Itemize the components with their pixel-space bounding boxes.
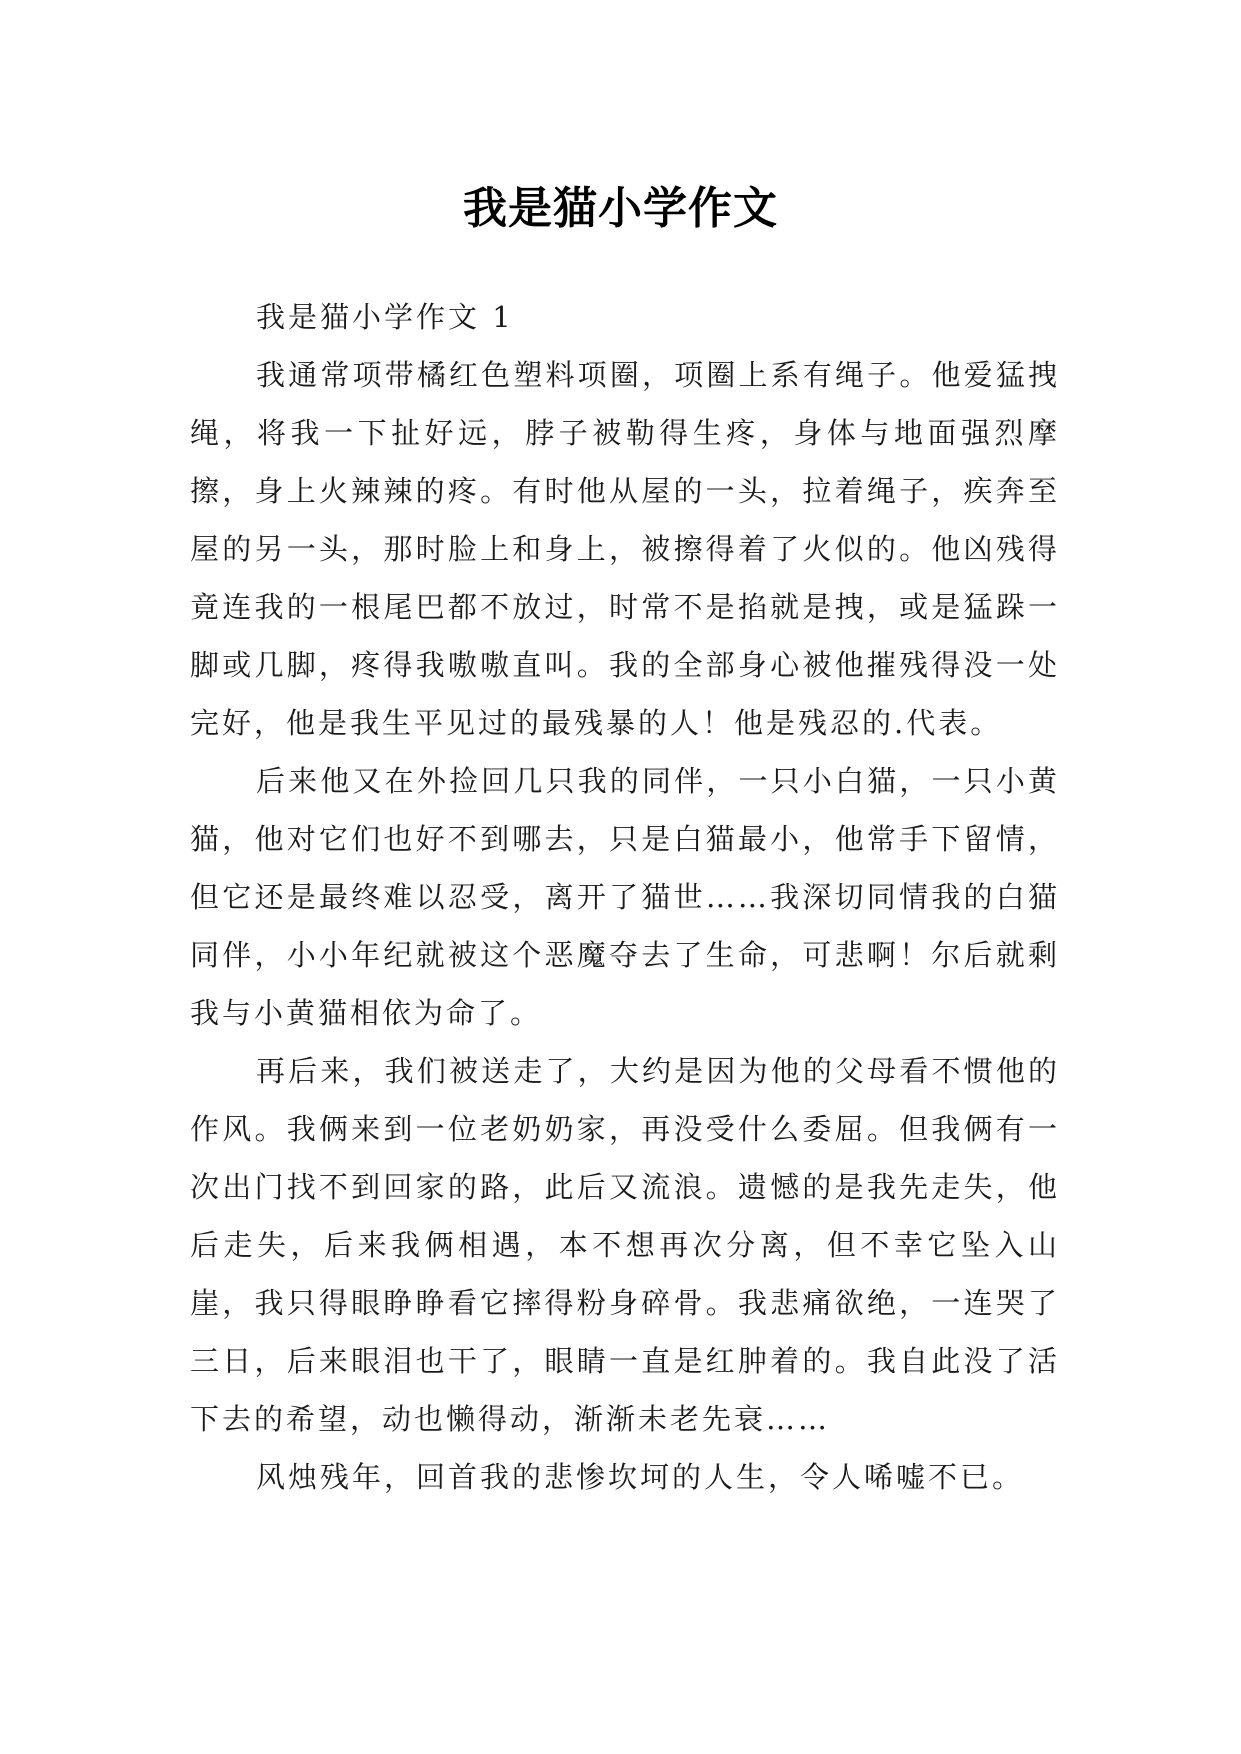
paragraph-3: 再后来，我们被送走了，大约是因为他的父母看不惯他的作风。我俩来到一位老奶奶家，再没受什么委屈。但我俩有一次出门找不到回家的路，此后又流浪。遗憾的是我先走失，他后走失，后来我俩相遇，本不想再次分离，但不幸它坠入山崖，我只得眼睁睁看它摔得粉身碎骨。我悲痛欲绝，一连哭了三日，后来眼泪也干了，眼睛一直是红肿着的。我自此没了活下去的希望，动也懒得动，渐渐未老先衰…… bbox=[190, 1054, 1060, 1436]
paragraph-1: 我通常项带橘红色塑料项圈，项圈上系有绳子。他爱猛拽绳，将我一下扯好远，脖子被勒得生疼，身体与地面强烈摩擦，身上火辣辣的疼。有时他从屋的一头，拉着绳子，疾奔至屋的另一头，那时脸上和身上，被擦得着了火似的。他凶残得竟连我的一根尾巴都不放过，时常不是掐就是拽，或是猛跺一脚或几脚，疼得我嗷嗷直叫。我的全部身心被他摧残得没一处完好，他是我生平见过的最残暴的人！他是残忍的.代表。 bbox=[190, 358, 1060, 740]
document-title: 我是猫小学作文 bbox=[463, 183, 778, 235]
paragraph-4: 风烛残年，回首我的悲惨坎坷的人生，令人唏嘘不已。 bbox=[256, 1460, 1025, 1494]
document-body bbox=[190, 288, 1060, 1506]
paragraph-2: 后来他又在外捡回几只我的同伴，一只小白猫，一只小黄猫，他对它们也好不到哪去，只是白猫最小，他常手下留情，但它还是最终难以忍受，离开了猫世……我深切同情我的白猫同伴，小小年纪就被这个恶魔夺去了生命，可悲啊！尔后就剩我与小黄猫相依为命了。 bbox=[190, 764, 1060, 1030]
section-heading: 我是猫小学作文 1 bbox=[256, 300, 514, 334]
